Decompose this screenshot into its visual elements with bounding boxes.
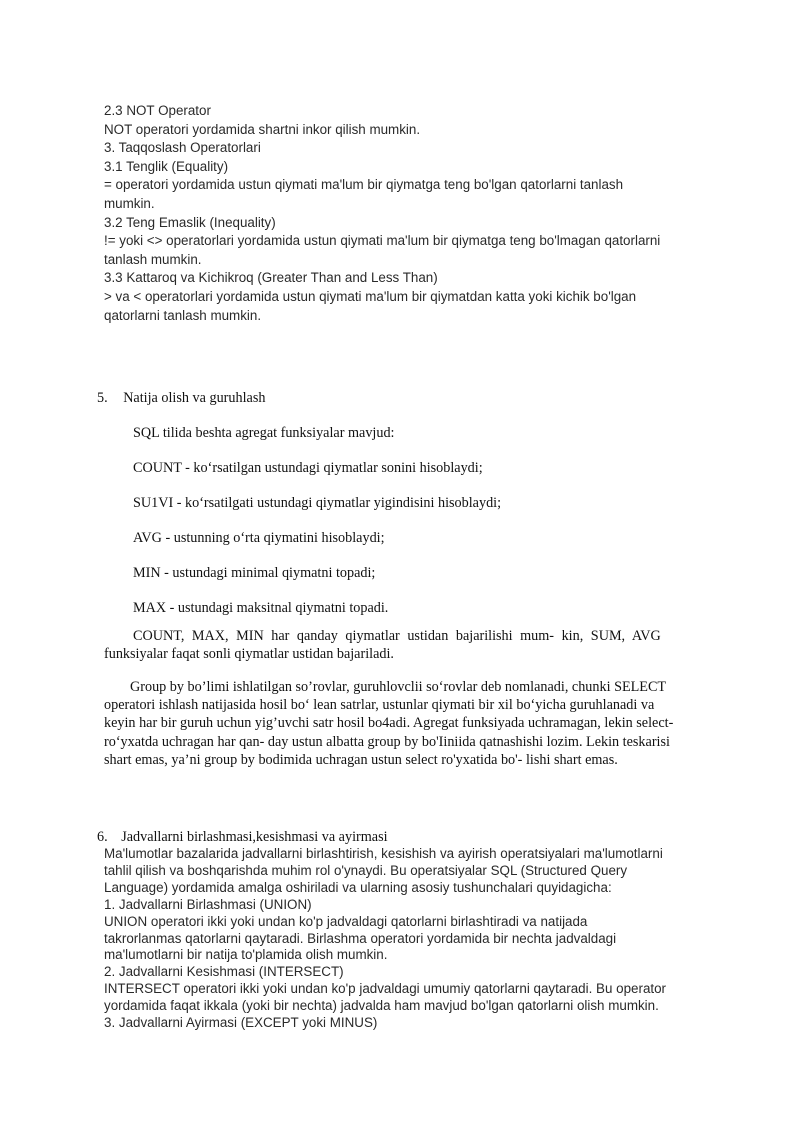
- section-number: 5.: [97, 390, 108, 406]
- list-item: AVG - ustunning o‘rta qiymatini hisoblaydi;: [133, 530, 385, 546]
- subheading-inequality: 3.2 Teng Emaslik (Inequality): [104, 214, 276, 230]
- text-line: = operatori yordamida ustun qiymati ma'lum bir qiymatga teng bo'lgan qatorlarni tanlash: [104, 177, 624, 193]
- text-line: INTERSECT operatori ikki yoki undan ko'p jadvaldagi umumiy qatorlarni qaytaradi. Bu operator: [104, 981, 667, 997]
- text-line: takrorlanmas qatorlarni qaytaradi. Birlashma operatori yordamida bir nechta jadvaldagi: [104, 930, 617, 946]
- section-title: Natija olish va guruhlash: [123, 390, 266, 406]
- subheading-equality: 3.1 Tenglik (Equality): [104, 158, 229, 174]
- text-line: qatorlarni tanlash mumkin.: [104, 307, 262, 323]
- text-line: COUNT, MAX, MIN har qanday qiymatlar ustidan bajarilishi mum- kin, SUM, AVG: [133, 628, 661, 644]
- text-line: yordamida faqat ikkala (yoki bir nechta) jadvalda ham mavjud bo'lgan qatorlarni olish mumkin.: [104, 998, 659, 1014]
- list-item: MAX - ustundagi maksitnal qiymatni topadi.: [133, 600, 389, 616]
- subheading-greater-less: 3.3 Kattaroq va Kichikroq (Greater Than and Less Than): [104, 270, 438, 286]
- operators-section: [104, 102, 704, 325]
- subheading-not-operator: 2.3 NOT Operator: [104, 103, 211, 118]
- text-line: UNION operatori ikki yoki undan ko'p jadvaldagi qatorlarni birlashtiradi va natijada: [104, 913, 588, 929]
- subheading-intersect: 2. Jadvallarni Kesishmasi (INTERSECT): [104, 964, 344, 980]
- section-5-heading: [97, 390, 265, 407]
- table-operations-section: [104, 846, 704, 1032]
- text-line: Ma'lumotlar bazalarida jadvallarni birlashtirish, kesishish va ayirish operatsiyalari ma'lumotlarni: [104, 846, 663, 861]
- text-line: > va < operatorlari yordamida ustun qiymati ma'lum bir qiymatdan katta yoki kichik bo'lgan: [104, 288, 637, 304]
- text-line: tahlil qilish va boshqarishda muhim rol o'ynaydi. Bu operatsiyalar SQL (Structured Query: [104, 862, 628, 878]
- list-item: SU1VI - ko‘rsatilgati ustundagi qiymatlar yigindisini hisoblaydi;: [133, 495, 502, 511]
- text-line: operatori ishlash natijasida hosil bo‘ lean satrlar, ustunlar qiymati bir xil bo‘yicha guruhlanadi va: [104, 697, 655, 714]
- list-item: COUNT - ko‘rsatilgan ustundagi qiymatlar sonini hisoblaydi;: [133, 460, 483, 476]
- text-line: funksiyalar faqat sonli qiymatlar ustidan bajariladi.: [104, 646, 394, 662]
- subheading-comparison-operators: 3. Taqqoslash Operatorlari: [104, 140, 261, 156]
- subheading-except: 3. Jadvallarni Ayirmasi (EXCEPT yoki MINUS): [104, 1015, 378, 1031]
- subheading-union: 1. Jadvallarni Birlashmasi (UNION): [104, 896, 312, 912]
- section-6-heading: [97, 829, 388, 846]
- paragraph-group-by: [104, 678, 697, 769]
- text-line: keyin har bir guruh uchun yig’uvchi satr hosil bo4adi. Agregat funksiyada uchramagan, lekin select-: [104, 715, 674, 732]
- text-line: ro‘yxatda uchragan har qan- day ustun albatta group by bo'Iiniida qatnashishi lozim. Lekin teskarisi: [104, 733, 670, 750]
- text-line: mumkin.: [104, 195, 155, 211]
- list-item: MIN - ustundagi minimal qiymatni topadi;: [133, 565, 376, 581]
- text-line: Group by bo’limi ishlatilgan so’rovlar, guruhlovclii so‘rovlar deb nomlanadi, chunki SELECT: [130, 679, 667, 695]
- paragraph-count-max-min: [104, 627, 697, 663]
- text-line: tanlash mumkin.: [104, 251, 202, 267]
- text-line: NOT operatori yordamida shartni inkor qilish mumkin.: [104, 121, 421, 137]
- section-number: 6.: [97, 829, 108, 845]
- text-line: shart emas, ya’ni group by bodimida uchragan ustun select ro'yxatida bo'- lishi shart emas.: [104, 751, 618, 768]
- text-line: ma'lumotlarni bir natija to'plamida olish mumkin.: [104, 947, 388, 963]
- section-title: Jadvallarni birlashmasi,kesishmasi va ayirmasi: [121, 829, 388, 845]
- text-line: != yoki <> operatorlari yordamida ustun qiymati ma'lum bir qiymatga teng bo'lmagan qatorlarni: [104, 233, 661, 249]
- list-item: SQL tilida beshta agregat funksiyalar mavjud:: [133, 425, 395, 441]
- aggregate-functions-list: [133, 424, 501, 617]
- text-line: Language) yordamida amalga oshiriladi va ularning asosiy tushunchalari quyidagicha:: [104, 879, 612, 895]
